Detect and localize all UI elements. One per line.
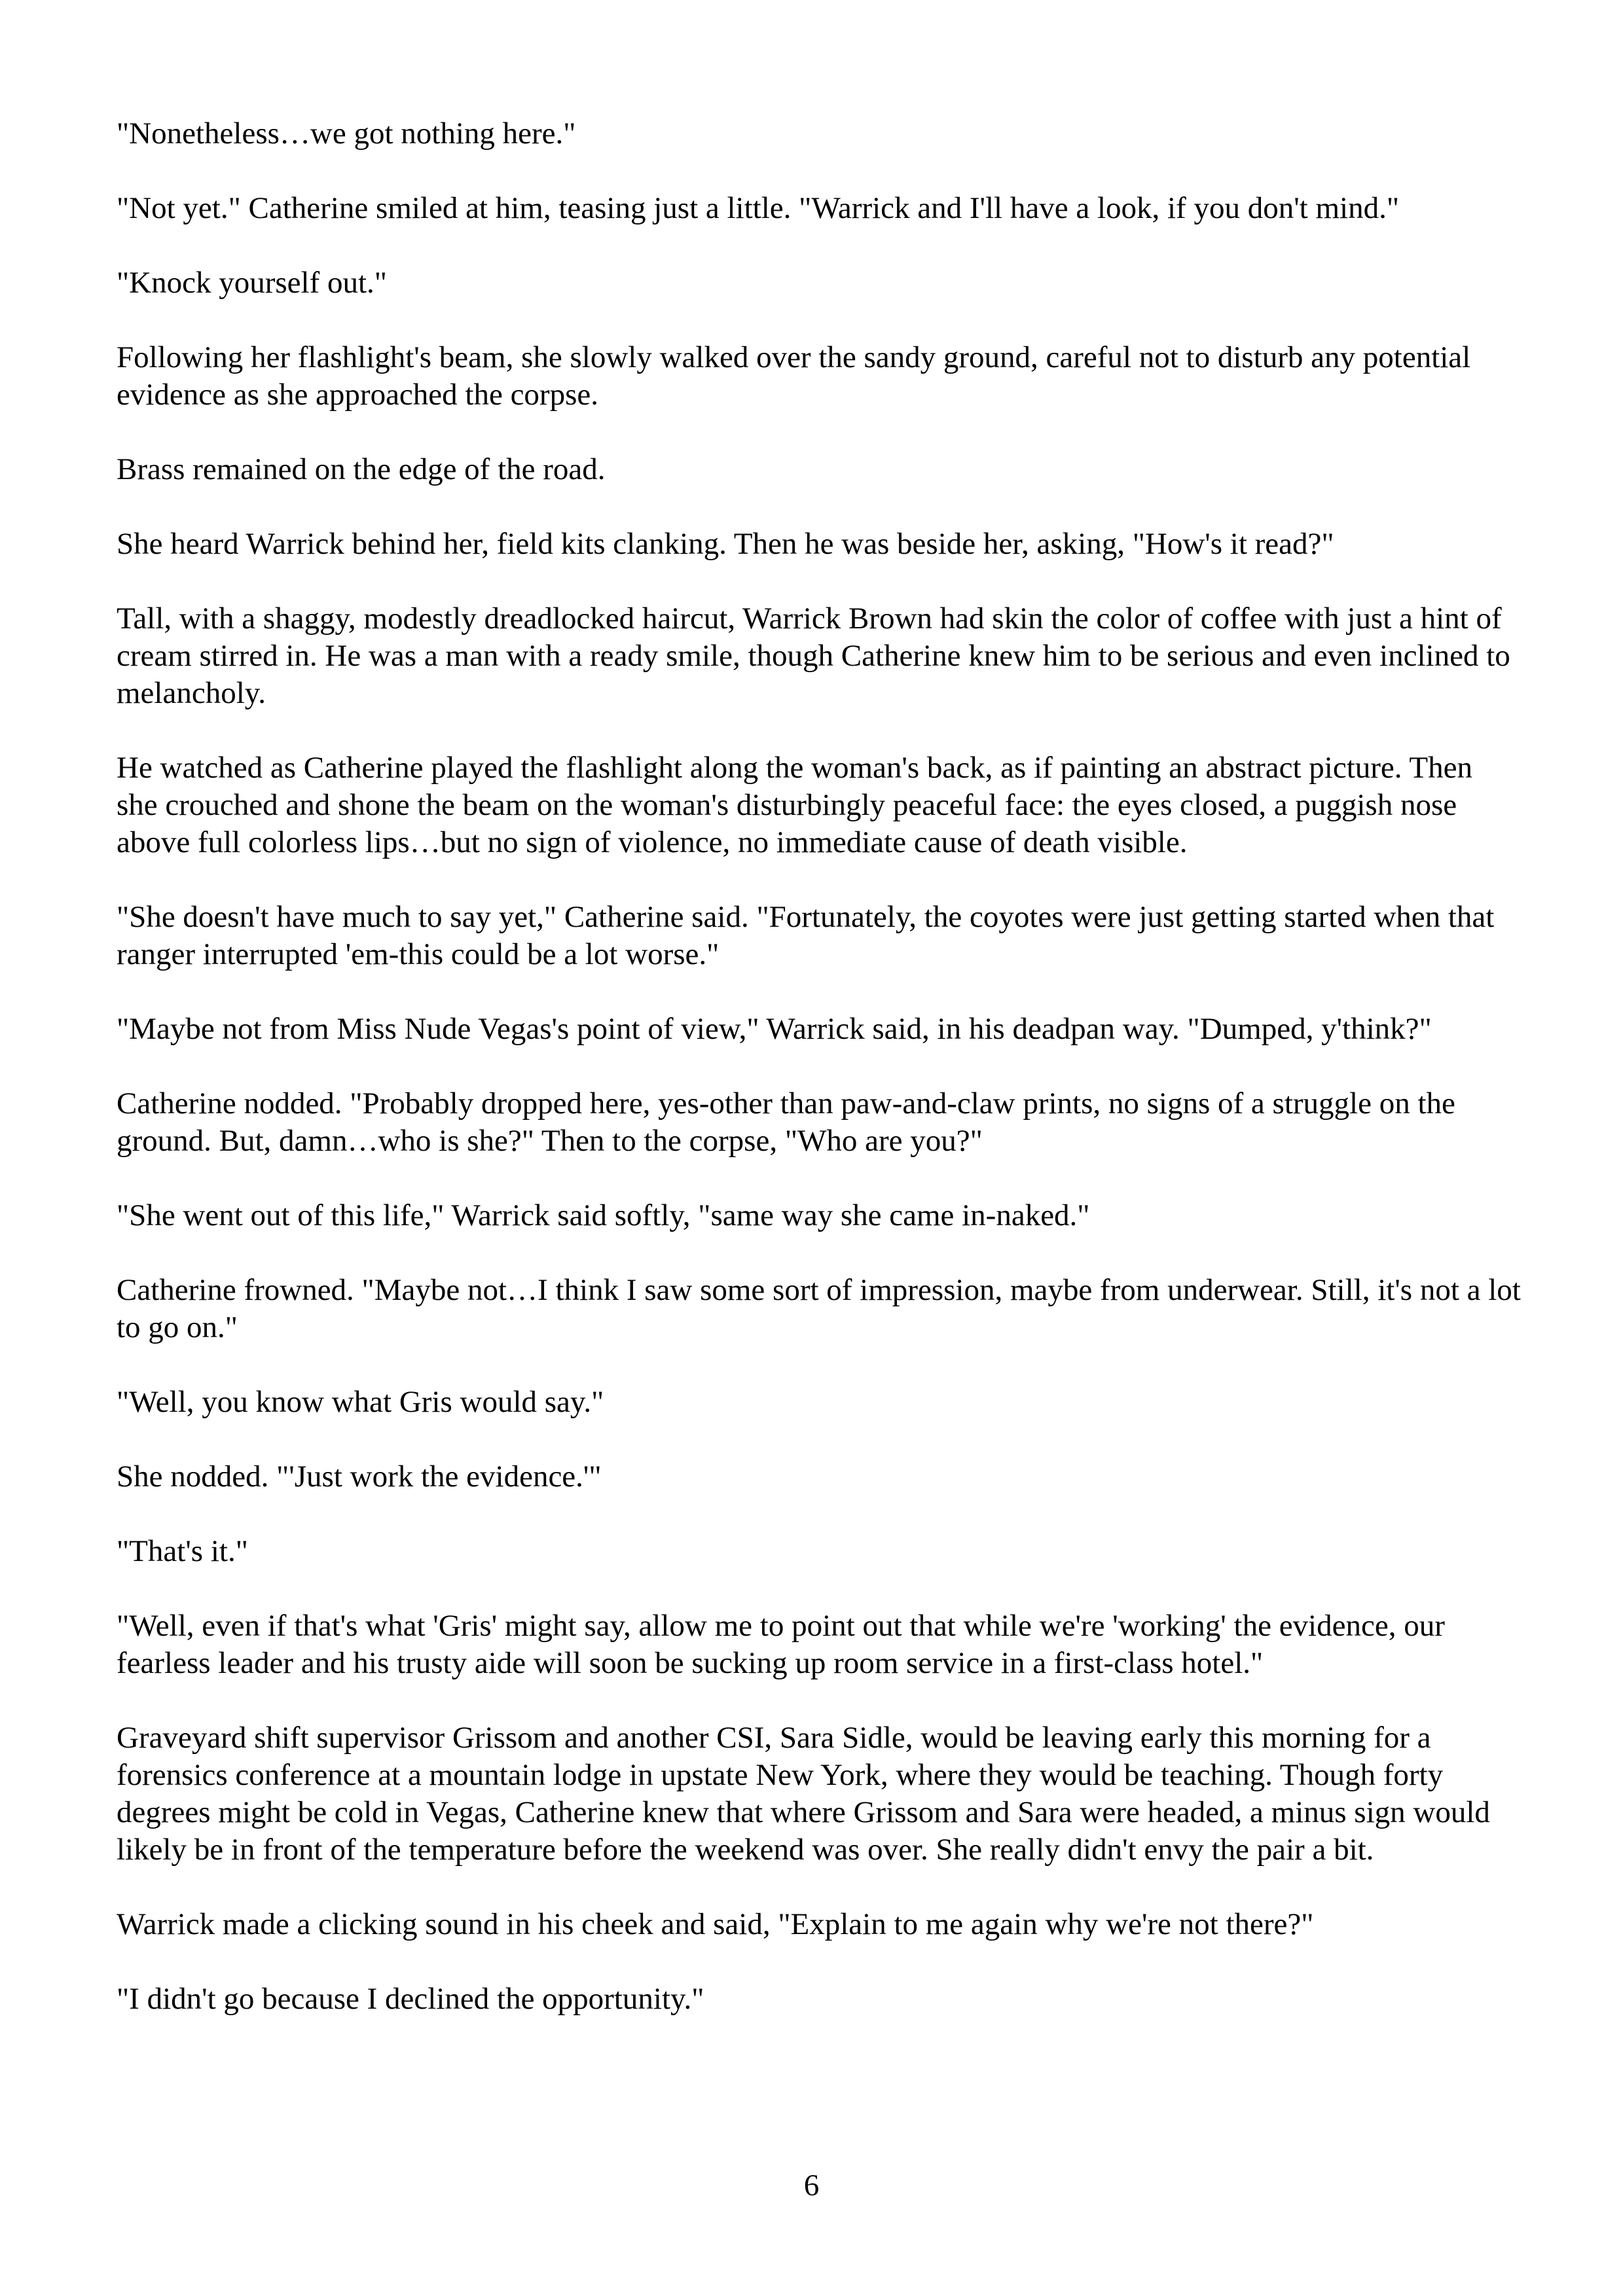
- paragraph: "That's it.": [117, 1534, 248, 1568]
- body-text: [117, 115, 1521, 2055]
- paragraph: Catherine nodded. "Probably dropped here, yes-other than paw-and-claw prints, no signs of a struggle on the ground. But, damn…who is she?" Then to the corpse, "Who are you?": [117, 1086, 1455, 1158]
- paragraph: "Nonetheless…we got nothing here.": [117, 117, 576, 151]
- paragraph: Catherine frowned. "Maybe not…I think I saw some sort of impression, maybe from underwear. Still, it's not a lot to go on.": [117, 1273, 1521, 1344]
- paragraph: "Maybe not from Miss Nude Vegas's point of view," Warrick said, in his deadpan way. "Dumped, y'think?": [117, 1012, 1432, 1046]
- paragraph: "Well, even if that's what 'Gris' might say, allow me to point out that while we're 'working' the evidence, our fearless leader and his trusty aide will soon be sucking up room service in a first-class hotel.": [117, 1609, 1445, 1680]
- paragraph: "Well, you know what Gris would say.": [117, 1385, 604, 1419]
- paragraph: He watched as Catherine played the flashlight along the woman's back, as if painting an abstract picture. Then she crouched and shone the beam on the woman's disturbingly peaceful face: the eyes closed, a puggish nose above full colorless lips…but no sign of violence, no immediate cause of death visible.: [117, 751, 1473, 859]
- paragraph: Graveyard shift supervisor Grissom and another CSI, Sara Sidle, would be leaving early this morning for a forensics conference at a mountain lodge in upstate New York, where they would be teaching. Though forty degrees might be cold in Vegas, Catherine knew that where Grissom and Sara were headed, a minus sign would likely be in front of the temperature before the weekend was over. She really didn't envy the pair a bit.: [117, 1721, 1490, 1867]
- paragraph: "She doesn't have much to say yet," Catherine said. "Fortunately, the coyotes were just getting started when that ranger interrupted 'em-this could be a lot worse.": [117, 900, 1495, 971]
- paragraph: Warrick made a clicking sound in his cheek and said, "Explain to me again why we're not there?": [117, 1907, 1314, 1941]
- paragraph: Tall, with a shaggy, modestly dreadlocked haircut, Warrick Brown had skin the color of coffee with just a hint of cream stirred in. He was a man with a ready smile, though Catherine knew him to be serious and even inclined to melancholy.: [117, 601, 1510, 710]
- page-number: 6: [803, 2168, 820, 2202]
- paragraph: "Not yet." Catherine smiled at him, teasing just a little. "Warrick and I'll have a look, if you don't mind.": [117, 191, 1400, 225]
- paragraph: Following her flashlight's beam, she slowly walked over the sandy ground, careful not to disturb any potential evidence as she approached the corpse.: [117, 340, 1471, 412]
- paragraph: She heard Warrick behind her, field kits clanking. Then he was beside her, asking, "How's it read?": [117, 527, 1334, 561]
- paragraph: "Knock yourself out.": [117, 266, 387, 300]
- paragraph: Brass remained on the edge of the road.: [117, 452, 606, 486]
- paragraph: "She went out of this life," Warrick said softly, "same way she came in-naked.": [117, 1198, 1090, 1232]
- paragraph: She nodded. "'Just work the evidence.'": [117, 1460, 602, 1494]
- paragraph: "I didn't go because I declined the opportunity.": [117, 1982, 704, 2016]
